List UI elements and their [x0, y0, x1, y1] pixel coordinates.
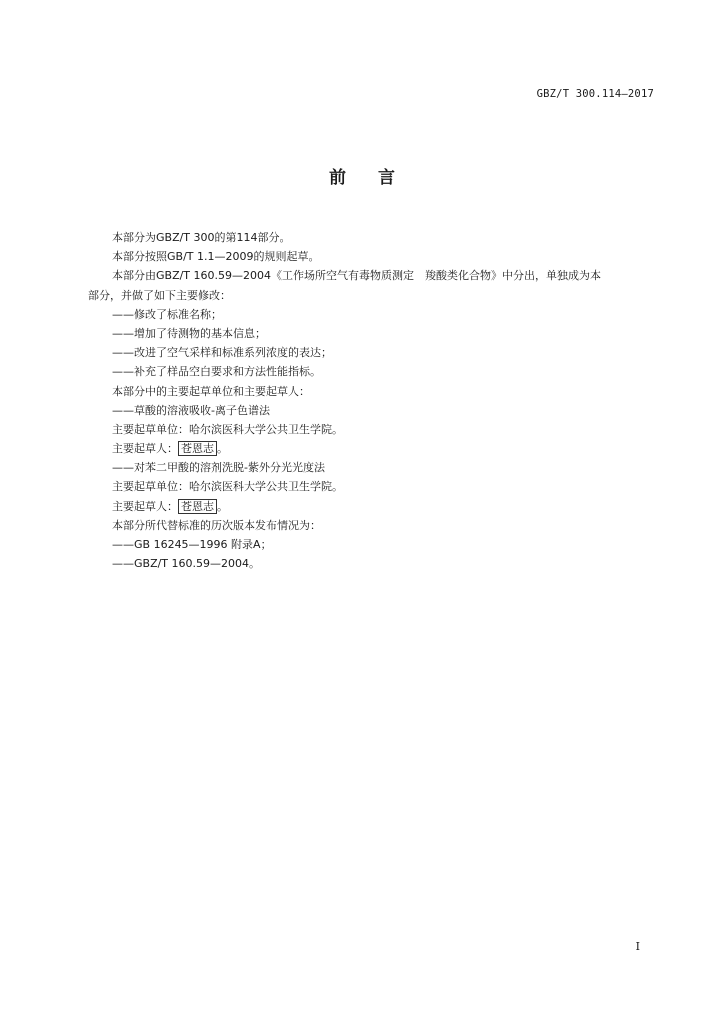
drafter-label: 主要起草人： [112, 499, 178, 513]
paragraph-continuation: 部分，并做了如下主要修改： [88, 288, 231, 302]
drafting-unit: 主要起草单位：哈尔滨医科大学公共卫生学院。 [112, 422, 343, 436]
drafter-end: 。 [217, 442, 228, 456]
drafter-name: 苍恩志 [178, 441, 217, 456]
list-item: ——修改了标准名称； [112, 307, 222, 321]
method-item: ——草酸的溶液吸收-离子色谱法 [112, 403, 270, 417]
paragraph: 本部分所代替标准的历次版本发布情况为： [112, 518, 321, 532]
drafter-line [88, 439, 660, 458]
drafter-line [88, 497, 660, 516]
page-title [0, 163, 724, 188]
list-item: ——改进了空气采样和标准系列浓度的表达； [112, 346, 332, 360]
paragraph: 本部分中的主要起草单位和主要起草人： [112, 384, 310, 398]
drafter-label: 主要起草人： [112, 442, 178, 456]
page-title-text: 前言 [329, 168, 427, 188]
preface-body [88, 228, 660, 573]
drafter-name: 苍恩志 [178, 499, 217, 514]
drafter-end: 。 [217, 499, 228, 513]
paragraph: 本部分按照GB/T 1.1—2009的规则起草。 [112, 250, 320, 264]
list-item: ——补充了样品空白要求和方法性能指标。 [112, 365, 321, 379]
paragraph: 本部分为GBZ/T 300的第114部分。 [112, 231, 291, 244]
history-item: ——GBZ/T 160.59—2004。 [112, 557, 261, 571]
standard-code: GBZ/T 300.114—2017 [536, 88, 654, 100]
method-item: ——对苯二甲酸的溶剂洗脱-紫外分光光度法 [112, 461, 325, 475]
paragraph: 本部分由GBZ/T 160.59—2004《工作场所空气有毒物质测定 羧酸类化合物》中分出，单独成为本 [112, 269, 602, 283]
page-number: I [635, 940, 640, 953]
list-item: ——增加了待测物的基本信息； [112, 326, 266, 340]
drafting-unit: 主要起草单位：哈尔滨医科大学公共卫生学院。 [112, 480, 343, 494]
history-item: ——GB 16245—1996 附录A； [112, 538, 272, 551]
